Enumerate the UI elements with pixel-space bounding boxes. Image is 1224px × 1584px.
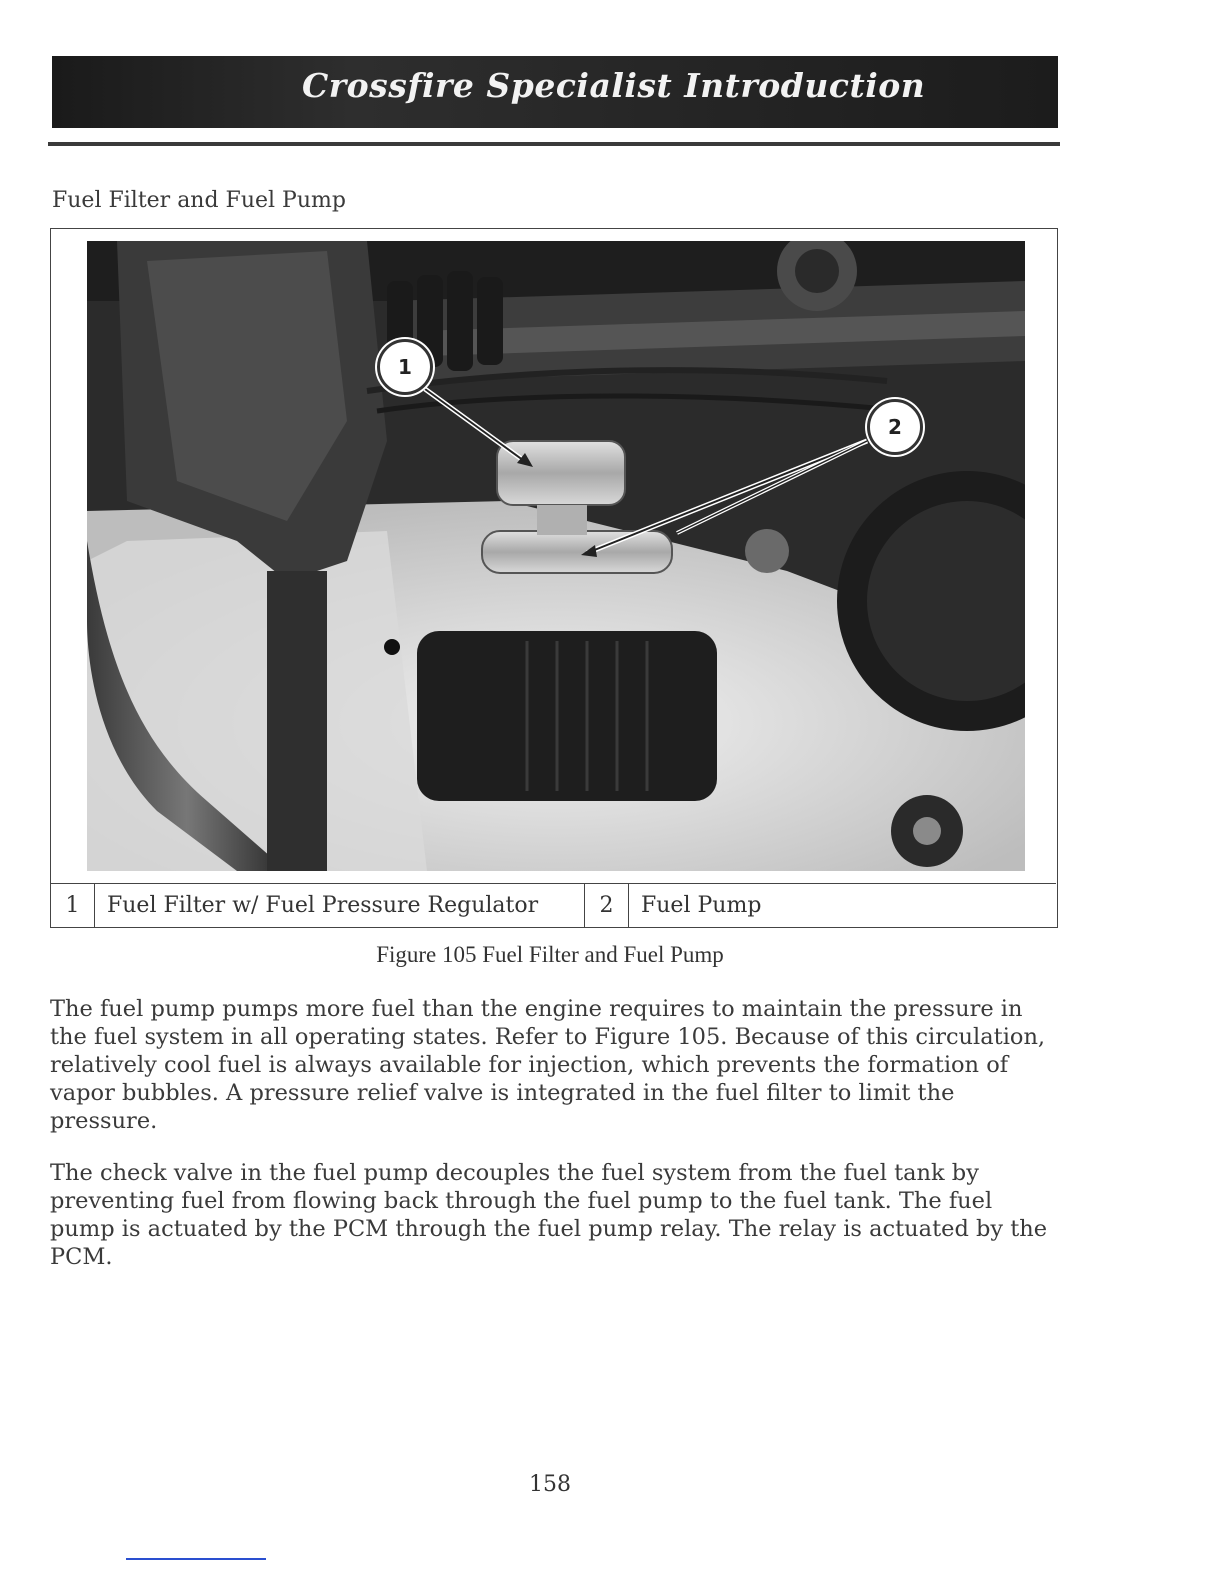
section-title: Fuel Filter and Fuel Pump [52,188,346,213]
callout-2 [867,399,923,455]
page-number: 158 [529,1472,571,1497]
callout-1 [377,339,433,395]
photo-illustration [87,241,1025,871]
legend-label-2: Fuel Pump [641,893,762,918]
body-paragraph-1: The fuel pump pumps more fuel than the engine requires to maintain the pressure in the fuel system in all operating states. Refer to Figure 105. Because of this circulation, relatively cool fuel is always available for injection, which prevents the formation of vapor bubbles. A pressure relief valve is integrated in the fuel filter to limit the pressure. [50,996,1046,1134]
legend-num-2: 2 [585,884,629,928]
bottom-link-underline [126,1558,266,1560]
figure-caption: Figure 105 Fuel Filter and Fuel Pump [376,942,724,967]
legend-label-1: Fuel Filter w/ Fuel Pressure Regulator [95,884,585,928]
callout-2-number: 2 [888,415,902,439]
header-banner [52,56,1058,128]
page-header-title: Crossfire Specialist Introduction [302,66,926,105]
body-paragraph-2: The check valve in the fuel pump decouples the fuel system from the fuel tank by preventing fuel from flowing back through the fuel pump to the fuel tank. The fuel pump is actuated by the PCM through the fuel pump relay. The relay is actuated by the PCM. [50,1160,1048,1270]
fuel-system-photo [87,241,1025,871]
header-rule [48,142,1060,146]
legend-table [51,883,1056,927]
callout-1-number: 1 [398,355,412,379]
legend-num-1: 1 [51,884,95,928]
figure-frame [50,228,1058,928]
